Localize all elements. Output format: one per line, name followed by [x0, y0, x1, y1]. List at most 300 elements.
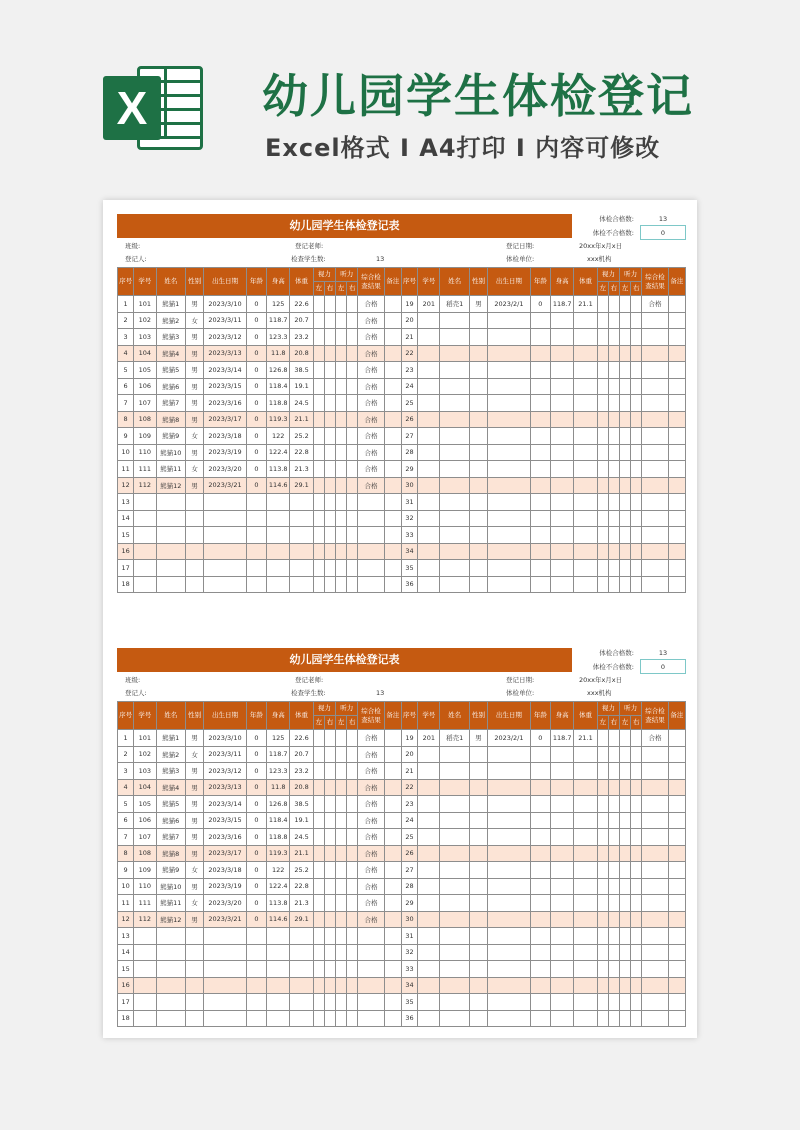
cell-weight[interactable] [574, 812, 597, 829]
cell-birth-date[interactable] [204, 928, 247, 945]
cell-birth-date[interactable]: 2023/3/20 [204, 461, 247, 478]
cell-seq[interactable]: 33 [401, 527, 417, 544]
cell-weight[interactable] [574, 312, 597, 329]
cell-age[interactable] [530, 494, 550, 511]
date-value[interactable]: 20xx年x月x日 [579, 242, 623, 250]
cell-birth-date[interactable] [204, 494, 247, 511]
cell-note[interactable] [668, 477, 685, 494]
cell-weight[interactable] [574, 862, 597, 879]
cell-name[interactable] [440, 527, 469, 544]
cell-name[interactable]: 熊猫2 [156, 746, 185, 763]
cell-note[interactable] [668, 428, 685, 445]
cell-result[interactable]: 合格 [358, 477, 384, 494]
cell-vision-right[interactable] [324, 911, 335, 928]
cell-hearing-left[interactable] [619, 444, 630, 461]
cell-hearing-left[interactable] [336, 730, 347, 747]
cell-result[interactable]: 合格 [358, 730, 384, 747]
cell-hearing-right[interactable] [631, 796, 642, 813]
cell-student-id[interactable]: 103 [134, 329, 156, 346]
cell-hearing-left[interactable] [619, 895, 630, 912]
cell-student-id[interactable] [418, 977, 440, 994]
cell-note[interactable] [668, 362, 685, 379]
cell-weight[interactable] [290, 576, 313, 593]
cell-seq[interactable]: 31 [401, 494, 417, 511]
cell-birth-date[interactable]: 2023/3/13 [204, 779, 247, 796]
cell-result[interactable] [642, 862, 668, 879]
cell-vision-right[interactable] [608, 296, 619, 313]
cell-student-id[interactable] [134, 1010, 156, 1027]
cell-age[interactable]: 0 [246, 428, 266, 445]
cell-note[interactable] [384, 746, 401, 763]
cell-seq[interactable]: 25 [401, 395, 417, 412]
cell-vision-right[interactable] [608, 746, 619, 763]
cell-gender[interactable] [469, 779, 487, 796]
cell-name[interactable] [440, 763, 469, 780]
cell-vision-left[interactable] [313, 461, 324, 478]
cell-result[interactable]: 合格 [358, 829, 384, 846]
cell-seq[interactable]: 23 [401, 796, 417, 813]
cell-age[interactable] [246, 1010, 266, 1027]
cell-vision-left[interactable] [313, 928, 324, 945]
cell-hearing-left[interactable] [336, 477, 347, 494]
cell-seq[interactable]: 30 [401, 911, 417, 928]
cell-result[interactable]: 合格 [358, 812, 384, 829]
cell-result[interactable] [358, 543, 384, 560]
cell-gender[interactable]: 男 [185, 395, 203, 412]
cell-height[interactable] [267, 961, 290, 978]
cell-weight[interactable] [290, 944, 313, 961]
cell-age[interactable]: 0 [246, 378, 266, 395]
cell-hearing-right[interactable] [347, 1010, 358, 1027]
cell-seq[interactable]: 8 [118, 845, 134, 862]
cell-result[interactable]: 合格 [358, 428, 384, 445]
cell-birth-date[interactable]: 2023/3/10 [204, 296, 247, 313]
cell-hearing-right[interactable] [347, 878, 358, 895]
cell-height[interactable]: 122 [267, 428, 290, 445]
cell-hearing-right[interactable] [631, 779, 642, 796]
cell-result[interactable]: 合格 [358, 746, 384, 763]
cell-weight[interactable]: 20.7 [290, 746, 313, 763]
cell-weight[interactable]: 22.8 [290, 444, 313, 461]
cell-weight[interactable] [574, 779, 597, 796]
cell-note[interactable] [668, 862, 685, 879]
cell-name[interactable] [156, 576, 185, 593]
cell-height[interactable]: 119.3 [267, 411, 290, 428]
cell-name[interactable]: 熊猫2 [156, 312, 185, 329]
cell-hearing-left[interactable] [336, 1010, 347, 1027]
cell-height[interactable]: 118.7 [267, 312, 290, 329]
cell-result[interactable] [642, 779, 668, 796]
cell-gender[interactable] [469, 746, 487, 763]
cell-seq[interactable]: 7 [118, 829, 134, 846]
cell-result[interactable] [642, 961, 668, 978]
cell-hearing-left[interactable] [336, 961, 347, 978]
cell-vision-left[interactable] [313, 796, 324, 813]
cell-gender[interactable] [469, 329, 487, 346]
cell-note[interactable] [384, 862, 401, 879]
cell-hearing-left[interactable] [619, 911, 630, 928]
cell-name[interactable] [440, 378, 469, 395]
cell-hearing-right[interactable] [347, 763, 358, 780]
cell-note[interactable] [384, 977, 401, 994]
cell-gender[interactable] [185, 510, 203, 527]
cell-height[interactable]: 114.6 [267, 477, 290, 494]
cell-name[interactable]: 熊猫1 [156, 730, 185, 747]
cell-age[interactable] [530, 829, 550, 846]
cell-hearing-right[interactable] [631, 829, 642, 846]
cell-result[interactable]: 合格 [358, 461, 384, 478]
cell-weight[interactable]: 22.8 [290, 878, 313, 895]
cell-hearing-left[interactable] [336, 796, 347, 813]
cell-hearing-right[interactable] [631, 411, 642, 428]
cell-vision-right[interactable] [608, 560, 619, 577]
cell-note[interactable] [384, 461, 401, 478]
cell-height[interactable]: 125 [267, 730, 290, 747]
cell-name[interactable] [440, 395, 469, 412]
cell-gender[interactable]: 女 [185, 862, 203, 879]
cell-name[interactable] [156, 494, 185, 511]
cell-seq[interactable]: 12 [118, 477, 134, 494]
cell-birth-date[interactable] [488, 944, 531, 961]
cell-vision-right[interactable] [324, 845, 335, 862]
cell-vision-right[interactable] [324, 829, 335, 846]
cell-vision-right[interactable] [324, 477, 335, 494]
cell-vision-right[interactable] [608, 944, 619, 961]
cell-name[interactable]: 熊猫4 [156, 345, 185, 362]
cell-age[interactable] [530, 928, 550, 945]
cell-student-id[interactable] [134, 977, 156, 994]
cell-seq[interactable]: 26 [401, 845, 417, 862]
cell-birth-date[interactable]: 2023/3/16 [204, 829, 247, 846]
cell-height[interactable] [551, 576, 574, 593]
cell-hearing-right[interactable] [631, 378, 642, 395]
cell-vision-left[interactable] [597, 763, 608, 780]
cell-seq[interactable]: 13 [118, 494, 134, 511]
cell-vision-right[interactable] [608, 977, 619, 994]
cell-hearing-left[interactable] [619, 994, 630, 1011]
cell-weight[interactable]: 21.1 [290, 411, 313, 428]
cell-result[interactable]: 合格 [358, 763, 384, 780]
cell-age[interactable] [530, 845, 550, 862]
cell-seq[interactable]: 2 [118, 746, 134, 763]
cell-name[interactable] [440, 895, 469, 912]
cell-vision-right[interactable] [608, 779, 619, 796]
cell-height[interactable] [267, 510, 290, 527]
cell-weight[interactable]: 29.1 [290, 911, 313, 928]
cell-vision-left[interactable] [313, 1010, 324, 1027]
cell-vision-right[interactable] [324, 527, 335, 544]
cell-gender[interactable] [469, 494, 487, 511]
cell-birth-date[interactable] [488, 362, 531, 379]
cell-result[interactable]: 合格 [642, 296, 668, 313]
cell-vision-right[interactable] [608, 763, 619, 780]
cell-birth-date[interactable] [488, 779, 531, 796]
cell-seq[interactable]: 17 [118, 560, 134, 577]
cell-name[interactable]: 熊猫3 [156, 329, 185, 346]
cell-gender[interactable] [469, 527, 487, 544]
cell-hearing-left[interactable] [619, 543, 630, 560]
cell-vision-left[interactable] [597, 1010, 608, 1027]
cell-vision-right[interactable] [608, 1010, 619, 1027]
cell-note[interactable] [384, 895, 401, 912]
pass-count-value[interactable]: 13 [640, 212, 686, 226]
cell-height[interactable]: 113.8 [267, 461, 290, 478]
cell-birth-date[interactable] [488, 395, 531, 412]
cell-hearing-right[interactable] [631, 845, 642, 862]
cell-hearing-left[interactable] [619, 928, 630, 945]
cell-student-id[interactable]: 102 [134, 312, 156, 329]
cell-hearing-right[interactable] [347, 796, 358, 813]
cell-note[interactable] [384, 845, 401, 862]
cell-vision-right[interactable] [324, 576, 335, 593]
cell-student-id[interactable] [418, 1010, 440, 1027]
cell-gender[interactable] [469, 796, 487, 813]
cell-vision-right[interactable] [324, 812, 335, 829]
cell-birth-date[interactable]: 2023/3/19 [204, 444, 247, 461]
cell-age[interactable] [530, 961, 550, 978]
cell-vision-left[interactable] [597, 461, 608, 478]
cell-student-id[interactable]: 106 [134, 812, 156, 829]
cell-note[interactable] [668, 977, 685, 994]
cell-name[interactable] [440, 444, 469, 461]
cell-seq[interactable]: 4 [118, 779, 134, 796]
cell-note[interactable] [668, 911, 685, 928]
cell-result[interactable] [642, 928, 668, 945]
cell-note[interactable] [668, 994, 685, 1011]
cell-gender[interactable] [469, 994, 487, 1011]
cell-gender[interactable] [469, 312, 487, 329]
cell-height[interactable] [551, 845, 574, 862]
cell-age[interactable] [530, 994, 550, 1011]
cell-vision-right[interactable] [608, 329, 619, 346]
cell-weight[interactable] [574, 977, 597, 994]
cell-age[interactable]: 0 [246, 444, 266, 461]
cell-gender[interactable] [469, 895, 487, 912]
cell-birth-date[interactable]: 2023/3/21 [204, 911, 247, 928]
cell-hearing-right[interactable] [347, 730, 358, 747]
cell-vision-left[interactable] [597, 779, 608, 796]
cell-hearing-left[interactable] [619, 796, 630, 813]
cell-vision-right[interactable] [324, 862, 335, 879]
cell-birth-date[interactable] [488, 812, 531, 829]
cell-hearing-left[interactable] [336, 829, 347, 846]
cell-weight[interactable] [574, 576, 597, 593]
cell-seq[interactable]: 35 [401, 994, 417, 1011]
cell-student-id[interactable] [134, 961, 156, 978]
cell-hearing-right[interactable] [347, 560, 358, 577]
cell-age[interactable] [530, 779, 550, 796]
cell-name[interactable] [156, 510, 185, 527]
cell-weight[interactable]: 24.5 [290, 829, 313, 846]
cell-note[interactable] [668, 345, 685, 362]
cell-vision-left[interactable] [313, 329, 324, 346]
cell-weight[interactable] [574, 345, 597, 362]
cell-hearing-right[interactable] [631, 944, 642, 961]
cell-gender[interactable] [185, 1010, 203, 1027]
cell-result[interactable] [642, 345, 668, 362]
cell-age[interactable]: 0 [246, 878, 266, 895]
cell-hearing-right[interactable] [631, 428, 642, 445]
cell-hearing-left[interactable] [336, 911, 347, 928]
cell-hearing-left[interactable] [619, 378, 630, 395]
cell-birth-date[interactable]: 2023/3/17 [204, 845, 247, 862]
cell-note[interactable] [668, 444, 685, 461]
cell-vision-left[interactable] [313, 845, 324, 862]
cell-note[interactable] [384, 944, 401, 961]
cell-vision-right[interactable] [324, 362, 335, 379]
cell-height[interactable]: 122 [267, 862, 290, 879]
cell-note[interactable] [668, 812, 685, 829]
cell-age[interactable] [530, 510, 550, 527]
cell-hearing-right[interactable] [631, 928, 642, 945]
cell-seq[interactable]: 17 [118, 994, 134, 1011]
cell-student-id[interactable] [418, 477, 440, 494]
cell-result[interactable] [358, 994, 384, 1011]
cell-birth-date[interactable] [488, 494, 531, 511]
cell-gender[interactable] [469, 763, 487, 780]
cell-gender[interactable] [469, 576, 487, 593]
cell-gender[interactable] [469, 444, 487, 461]
cell-gender[interactable]: 男 [185, 296, 203, 313]
cell-vision-right[interactable] [608, 961, 619, 978]
cell-weight[interactable] [574, 994, 597, 1011]
cell-name[interactable] [440, 477, 469, 494]
cell-note[interactable] [384, 829, 401, 846]
cell-result[interactable] [642, 911, 668, 928]
cell-student-id[interactable]: 112 [134, 911, 156, 928]
cell-hearing-right[interactable] [631, 510, 642, 527]
cell-vision-left[interactable] [597, 911, 608, 928]
cell-name[interactable] [156, 1010, 185, 1027]
cell-note[interactable] [668, 961, 685, 978]
cell-weight[interactable]: 38.5 [290, 796, 313, 813]
cell-name[interactable]: 熊猫11 [156, 461, 185, 478]
cell-seq[interactable]: 23 [401, 362, 417, 379]
cell-vision-left[interactable] [313, 895, 324, 912]
cell-student-id[interactable] [418, 576, 440, 593]
cell-result[interactable] [642, 494, 668, 511]
cell-weight[interactable] [574, 845, 597, 862]
cell-birth-date[interactable] [204, 977, 247, 994]
cell-vision-left[interactable] [597, 829, 608, 846]
cell-hearing-left[interactable] [619, 510, 630, 527]
cell-note[interactable] [668, 730, 685, 747]
cell-vision-right[interactable] [608, 576, 619, 593]
cell-name[interactable] [440, 510, 469, 527]
cell-note[interactable] [668, 944, 685, 961]
cell-student-id[interactable] [418, 543, 440, 560]
cell-vision-left[interactable] [313, 862, 324, 879]
cell-gender[interactable]: 男 [185, 345, 203, 362]
cell-student-id[interactable] [134, 560, 156, 577]
cell-note[interactable] [384, 560, 401, 577]
cell-age[interactable] [530, 911, 550, 928]
cell-student-id[interactable] [418, 911, 440, 928]
cell-height[interactable] [551, 477, 574, 494]
cell-note[interactable] [668, 576, 685, 593]
cell-student-id[interactable]: 107 [134, 395, 156, 412]
cell-vision-left[interactable] [313, 510, 324, 527]
cell-height[interactable] [267, 560, 290, 577]
cell-seq[interactable]: 29 [401, 461, 417, 478]
cell-height[interactable] [267, 576, 290, 593]
cell-birth-date[interactable] [488, 543, 531, 560]
cell-gender[interactable] [469, 862, 487, 879]
cell-student-id[interactable]: 108 [134, 845, 156, 862]
cell-note[interactable] [384, 1010, 401, 1027]
cell-name[interactable] [440, 829, 469, 846]
cell-gender[interactable]: 女 [185, 312, 203, 329]
cell-weight[interactable] [290, 977, 313, 994]
cell-vision-left[interactable] [597, 845, 608, 862]
cell-vision-left[interactable] [597, 411, 608, 428]
cell-height[interactable] [551, 812, 574, 829]
cell-height[interactable]: 126.8 [267, 796, 290, 813]
cell-vision-left[interactable] [313, 878, 324, 895]
cell-seq[interactable]: 15 [118, 527, 134, 544]
cell-student-id[interactable]: 101 [134, 296, 156, 313]
cell-seq[interactable]: 22 [401, 779, 417, 796]
cell-vision-left[interactable] [313, 494, 324, 511]
cell-birth-date[interactable]: 2023/3/17 [204, 411, 247, 428]
cell-student-id[interactable] [418, 345, 440, 362]
cell-hearing-left[interactable] [619, 845, 630, 862]
cell-result[interactable]: 合格 [358, 378, 384, 395]
cell-gender[interactable] [185, 994, 203, 1011]
cell-result[interactable]: 合格 [358, 329, 384, 346]
cell-note[interactable] [668, 1010, 685, 1027]
cell-seq[interactable]: 20 [401, 312, 417, 329]
cell-name[interactable]: 熊猫11 [156, 895, 185, 912]
cell-height[interactable]: 11.8 [267, 345, 290, 362]
cell-vision-left[interactable] [597, 862, 608, 879]
cell-hearing-right[interactable] [347, 378, 358, 395]
cell-weight[interactable] [574, 961, 597, 978]
cell-hearing-right[interactable] [631, 345, 642, 362]
cell-gender[interactable]: 男 [185, 763, 203, 780]
cell-age[interactable] [530, 312, 550, 329]
cell-gender[interactable] [469, 977, 487, 994]
cell-weight[interactable] [574, 878, 597, 895]
cell-age[interactable] [530, 428, 550, 445]
cell-student-id[interactable] [418, 829, 440, 846]
cell-student-id[interactable] [418, 362, 440, 379]
cell-age[interactable] [246, 543, 266, 560]
cell-height[interactable] [551, 510, 574, 527]
cell-result[interactable]: 合格 [358, 779, 384, 796]
cell-name[interactable] [440, 411, 469, 428]
cell-name[interactable] [440, 329, 469, 346]
cell-hearing-left[interactable] [619, 428, 630, 445]
cell-vision-left[interactable] [313, 763, 324, 780]
cell-seq[interactable]: 33 [401, 961, 417, 978]
cell-height[interactable] [551, 378, 574, 395]
cell-seq[interactable]: 10 [118, 878, 134, 895]
cell-vision-left[interactable] [313, 428, 324, 445]
cell-gender[interactable]: 男 [185, 329, 203, 346]
cell-student-id[interactable]: 102 [134, 746, 156, 763]
cell-name[interactable]: 熊猫8 [156, 411, 185, 428]
cell-hearing-right[interactable] [347, 862, 358, 879]
cell-vision-right[interactable] [324, 329, 335, 346]
cell-height[interactable]: 118.8 [267, 395, 290, 412]
cell-gender[interactable]: 女 [185, 746, 203, 763]
cell-age[interactable]: 0 [246, 796, 266, 813]
cell-name[interactable]: 熊猫12 [156, 477, 185, 494]
cell-hearing-right[interactable] [347, 510, 358, 527]
cell-student-id[interactable]: 110 [134, 444, 156, 461]
cell-vision-left[interactable] [313, 411, 324, 428]
